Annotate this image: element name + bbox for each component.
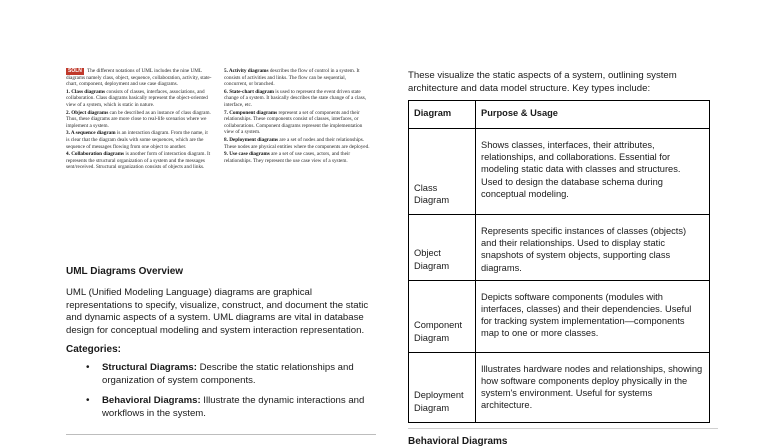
diagram-name-cell: Deployment Diagram [409,352,476,422]
structural-intro-paragraph: These visualize the static aspects of a system, outlining system architecture and data model structure. Key types include: [408,70,677,94]
table-row [409,215,710,281]
divider [408,428,718,429]
purpose-cell: Illustrates hardware nodes and relationships, showing how software components deploy physically in the system's environment. Useful for systems architecture. [476,352,710,422]
table-row [409,352,710,422]
soln-badge: SOLN [68,68,82,74]
purpose-cell: Shows classes, interfaces, their attributes, relationships, and collaborations. Essential for modeling static data with classes and structures. Used to design the database schema during conceptual modeling. [476,129,710,215]
scan-paragraph: 6. State-chart diagram is used to represent the event driven state change of a system. It basically describes the state change of a class, interface, etc. [224,88,367,108]
scan-paragraph: 4. Collaboration diagrams is another form of interaction diagram. It represents the structural organization of a system and the messages sent/received. Structural organization consists of objects and links. [66,151,211,171]
scan-paragraph: 1. Class diagrams consists of classes, interfaces, associations, and collaboration. Class diagrams basically represent the object-oriented view of a system, which is static in nature. [66,88,208,108]
diagram-name-cell: Object Diagram [409,215,476,281]
diagram-name-cell: Class Diagram [409,129,476,215]
section-heading: UML Diagrams Overview [66,266,184,277]
categories-label: Categories: [66,344,122,355]
scan-paragraph: 8. Deployment diagrams are a set of nodes and their relationships. These nodes are physical entities where the components are deployed. [224,136,370,150]
scan-paragraph: 7. Component diagrams represent a set of components and their relationships. These components consist of classes, interfaces, or collaborations. Component diagrams represent the implementation view of a system. [224,109,363,136]
purpose-cell: Depicts software components (modules with interfaces, classes) and their dependencies. Useful for tracking system implementation—components map to one or more classes. [476,280,710,352]
bullet-icon: • [86,362,90,373]
table-row [409,280,710,352]
scan-paragraph: 2. Object diagrams can be described as an instance of class diagram. Thus, these diagrams are more close to real-life scenarios where we implement a system. [66,109,211,129]
list-item: • Behavioral Diagrams: Illustrate the dynamic interactions and workflows in the system. [86,395,365,419]
behavioral-diagrams-heading: Behavioral Diagrams [408,436,508,447]
scan-right-column [224,68,370,165]
table-row [409,129,710,215]
scan-paragraph: 3. A sequence diagram is an interaction diagram. From the name, it is clear that the diagram deals with some sequences, which are the sequence of messages flowing from one object to another. [66,130,208,150]
divider [66,434,376,435]
purpose-cell: Represents specific instances of classes (objects) and their relationships. Used to display static snapshots of system objects, supporting class diagrams. [476,215,710,281]
scan-left-column [66,68,212,172]
table-header: Purpose & Usage [476,101,710,129]
list-item: • Structural Diagrams: Describe the static relationships and organization of system components. [86,362,354,386]
diagram-name-cell: Component Diagram [409,280,476,352]
table-header-row [409,101,710,129]
overview-paragraph: UML (Unified Modeling Language) diagrams are graphical representations to specify, visualize, construct, and document the static and dynamic aspects of a system. UML diagrams are vital in database design for conceptual modeling and system interaction representation. [66,287,369,336]
scan-paragraph: SOLN The different notations of UML includes the nine UML diagrams namely class, object, sequence, collaboration, activity, state-chart, component, deployment and use case diagrams. [66,68,212,88]
structural-diagrams-table [408,100,710,423]
scan-paragraph: 9. Use case diagrams are a set of use cases, actors, and their relationships. They represent the use case view of a system. [224,151,351,164]
scanned-textbook-excerpt [66,68,372,238]
scan-paragraph: 5. Activity diagrams describes the flow of control in a system. It consists of activities and links. The flow can be sequential, concurrent, or branched. [224,68,360,88]
categories-list [82,362,382,428]
table-header: Diagram [409,101,476,129]
bullet-icon: • [86,395,90,407]
